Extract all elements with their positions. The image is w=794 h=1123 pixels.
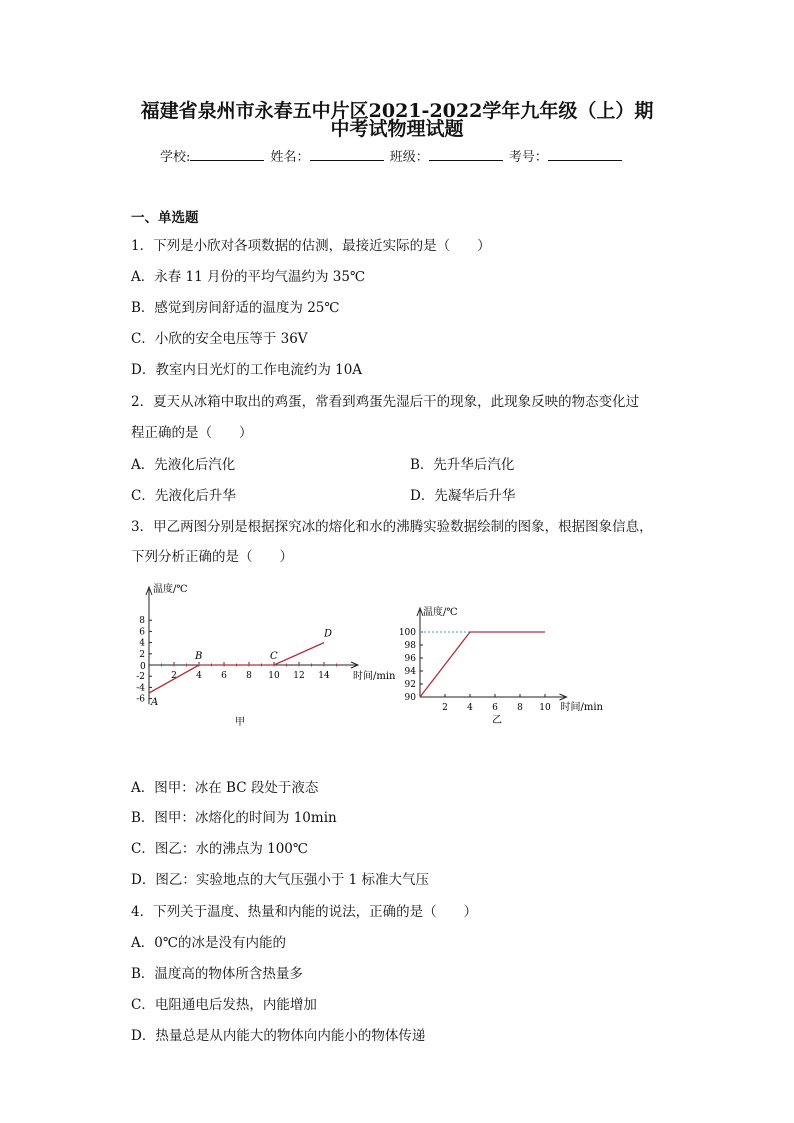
y-tick-label: 100 [398, 628, 416, 638]
question-2-option-a[interactable]: A．先液化后汽化 [131, 457, 236, 473]
chart-jia [120, 575, 396, 730]
exam-number-blank[interactable] [548, 148, 622, 161]
question-2-option-c[interactable]: C．先液化后升华 [131, 488, 236, 504]
school-blank[interactable] [190, 148, 264, 161]
question-1-option-a[interactable]: A．永春 11 月份的平均气温约为 35℃ [131, 269, 366, 285]
y-tick-label: 98 [404, 641, 416, 651]
exam-number-label: 考号： [508, 150, 548, 165]
x-tick-label: 12 [293, 671, 305, 681]
x-tick-label: 8 [517, 703, 523, 713]
class-label: 班级： [389, 150, 429, 165]
point-label: C [270, 651, 278, 662]
x-axis-label: 时间/min [560, 702, 603, 713]
question-2-stem-line1: 2．夏天从冰箱中取出的鸡蛋，常看到鸡蛋先湿后干的现象，此现象反映的物态变化过 [131, 394, 640, 410]
section-heading: 一、单选题 [131, 210, 199, 226]
chart-caption: 甲 [235, 717, 245, 728]
x-tick-label: 8 [246, 671, 252, 681]
x-tick-label: 2 [171, 671, 177, 681]
name-label: 姓名： [270, 150, 310, 165]
y-tick-label: 6 [139, 627, 145, 638]
exam-title-line2: 中考试物理试题 [330, 118, 464, 140]
x-tick-label: 10 [268, 671, 280, 681]
question-4-stem: 4．下列关于温度、热量和内能的说法，正确的是（ ） [131, 904, 478, 920]
y-axis-label: 温度/℃ [423, 607, 458, 618]
question-1-stem: 1．下列是小欣对各项数据的估测，最接近实际的是（ ） [131, 238, 491, 254]
student-info-line [160, 146, 624, 165]
question-4-option-b[interactable]: B．温度高的物体所含热量多 [131, 966, 303, 982]
y-tick-label: 8 [139, 616, 145, 627]
chart-yi [392, 598, 612, 730]
point-label: D [324, 628, 333, 640]
question-3-stem-line1: 3．甲乙两图分别是根据探究冰的熔化和水的沸腾实验数据绘制的图象，根据图象信息， [131, 519, 653, 535]
y-tick-label: 4 [139, 638, 145, 649]
x-tick-label: 14 [318, 671, 330, 681]
point-label: B [195, 651, 203, 662]
question-2-option-b[interactable]: B．先升华后汽化 [410, 457, 515, 473]
chart-caption: 乙 [492, 715, 502, 726]
question-4-option-d[interactable]: D．热量总是从内能大的物体向内能小的物体传递 [131, 1028, 426, 1044]
x-tick-label: 10 [539, 703, 551, 713]
x-tick-label: 4 [196, 671, 202, 681]
y-tick-label: 96 [404, 654, 416, 664]
point-label: A [151, 697, 159, 708]
question-2-stem-line2: 程正确的是（ ） [131, 425, 253, 441]
question-2-option-d[interactable]: D．先凝华后升华 [410, 488, 516, 504]
y-tick-label: 2 [139, 649, 145, 660]
y-tick-label: 94 [404, 667, 416, 677]
temperature-line [149, 643, 324, 693]
name-blank[interactable] [310, 148, 384, 161]
x-tick-label: 6 [221, 671, 227, 681]
y-tick-label: -6 [136, 694, 145, 705]
question-3-option-c[interactable]: C．图乙：水的沸点为 100℃ [131, 841, 308, 857]
temperature-line [420, 632, 545, 697]
question-1-option-c[interactable]: C．小欣的安全电压等于 36V [131, 331, 308, 347]
question-1-option-d[interactable]: D．教室内日光灯的工作电流约为 10A [131, 362, 363, 378]
x-tick-label: 4 [467, 703, 473, 713]
y-axis-label: 温度/℃ [153, 584, 188, 595]
question-3-option-d[interactable]: D．图乙：实验地点的大气压强小于 1 标准大气压 [131, 872, 429, 888]
school-label: 学校: [160, 150, 191, 165]
x-tick-label: 2 [442, 703, 448, 713]
question-3-option-b[interactable]: B．图甲：冰熔化的时间为 10min [131, 810, 337, 826]
y-tick-label: -4 [136, 683, 145, 694]
question-4-option-a[interactable]: A．0℃的冰是没有内能的 [131, 935, 286, 951]
question-4-option-c[interactable]: C．电阻通电后发热，内能增加 [131, 997, 317, 1013]
y-tick-label: 92 [404, 680, 416, 690]
x-tick-label: 6 [492, 703, 498, 713]
question-3-stem-line2: 下列分析正确的是（ ） [131, 549, 293, 565]
question-3-option-a[interactable]: A．图甲：冰在 BC 段处于液态 [131, 780, 319, 796]
exam-title-line1: 福建省泉州市永春五中片区2021-2022学年九年级（上）期 [140, 100, 654, 122]
question-1-option-b[interactable]: B．感觉到房间舒适的温度为 25℃ [131, 300, 340, 316]
x-axis-label: 时间/min [353, 671, 396, 682]
class-blank[interactable] [429, 148, 503, 161]
y-tick-label: 90 [404, 693, 416, 703]
y-tick-label: -2 [136, 672, 145, 683]
origin-tick-label: 0 [140, 662, 146, 672]
